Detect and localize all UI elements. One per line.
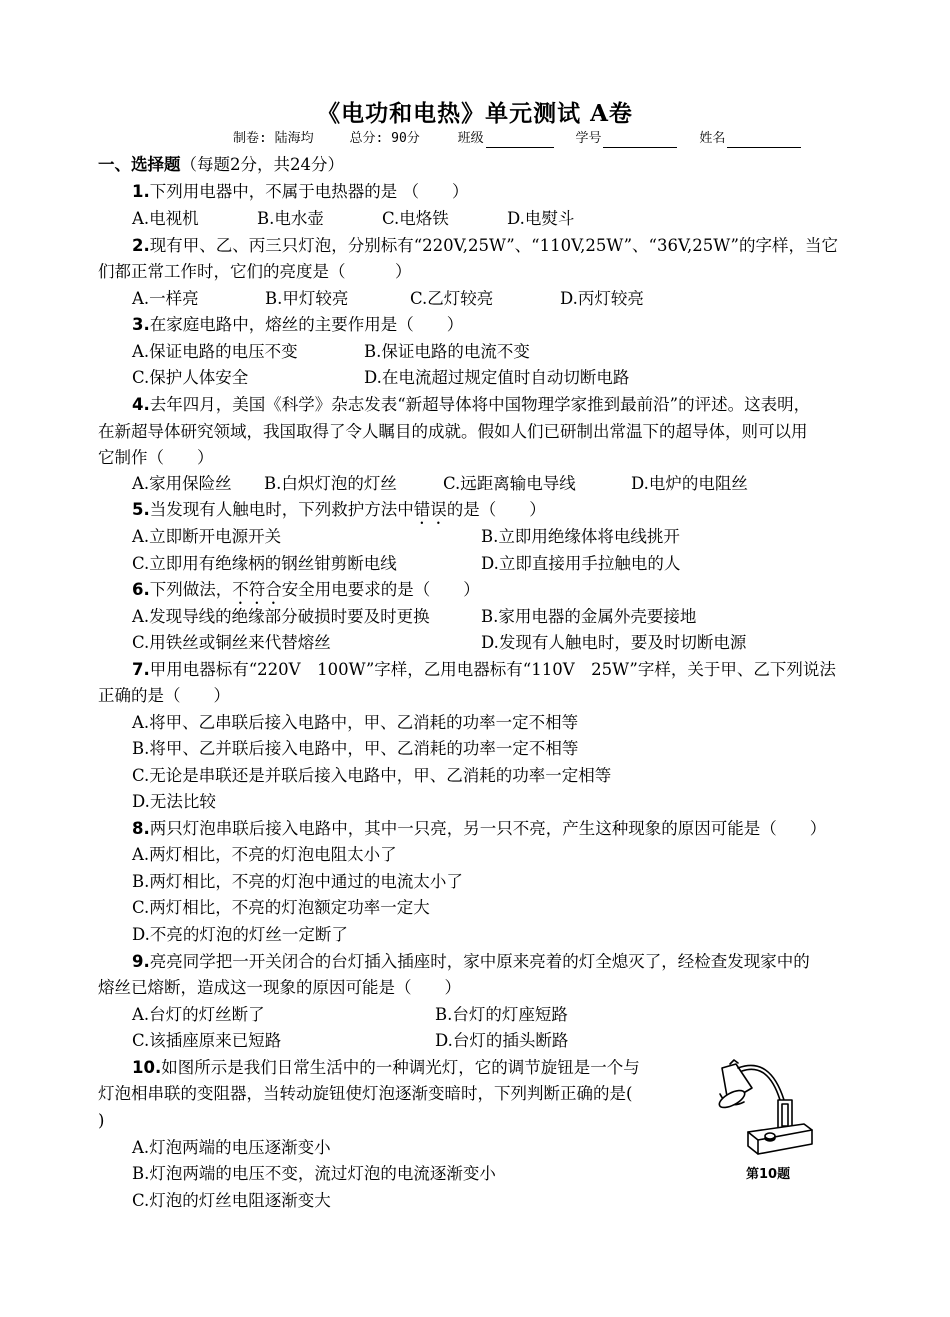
q6-option-b[interactable]: B.家用电器的金属外壳要接地 [481,607,697,626]
question-text: 当发现有人触电时，下列救护方法中 [149,500,414,519]
q10-option-a[interactable]: A.灯泡两端的电压逐渐变小 [132,1138,331,1157]
q1-option-b[interactable]: B.电水壶 [257,209,324,228]
question-4-cont2: 它制作（ ） [98,448,214,467]
q8-option-a[interactable]: A.两灯相比，不亮的灯泡电阻太小了 [132,845,397,864]
question-4-cont: 在新超导体研究领域，我国取得了令人瞩目的成就。假如人们已研制出常温下的超导体，则可以用 [98,422,808,441]
name-label: 姓名 [699,131,726,146]
student-id-label: 学号 [575,131,602,146]
section-note: （每题2分，共24分） [180,155,344,174]
question-8 [132,818,826,840]
q1-option-d[interactable]: D.电熨斗 [507,209,575,228]
question-text-end: 安全用电要求的是（ ） [281,580,480,599]
question-text: 在家庭电路中，熔丝的主要作用是（ ） [149,315,464,334]
question-text-end: 的是（ ） [446,500,546,519]
q8-option-d[interactable]: D.不亮的灯泡的灯丝一定断了 [132,925,348,944]
class-label: 班级 [457,131,484,146]
q3-option-d[interactable]: D.在电流超过规定值时自动切断电路 [364,368,630,387]
q3-option-a[interactable]: A.保证电路的电压不变 [132,342,298,361]
q10-option-b[interactable]: B.灯泡两端的电压不变，流过灯泡的电流逐渐变小 [132,1164,496,1183]
question-text: 甲用电器标有“220V 100W”字样，乙用电器标有“110V 25W”字样，关于甲、乙下列说法 [149,660,836,679]
question-number: 1. [132,182,150,201]
emphasis-text: 错误 [413,500,447,519]
total-score-label: 总分: 90分 [349,131,420,146]
name-blank[interactable] [727,133,801,148]
question-text: 两只灯泡串联后接入电路中，其中一只亮，另一只不亮，产生这种现象的原因可能是（ ） [149,819,827,838]
q10-option-c[interactable]: C.灯泡的灯丝电阻逐渐变大 [132,1191,331,1210]
author-label: 制卷: 陆海均 [233,131,314,146]
question-10-cont2: ) [98,1111,105,1130]
question-number: 2. [132,236,150,255]
q8-option-c[interactable]: C.两灯相比，不亮的灯泡额定功率一定大 [132,898,430,917]
question-text: 如图所示是我们日常生活中的一种调光灯，它的调节旋钮是一个与 [161,1058,640,1077]
exam-meta [233,130,815,148]
question-2-cont: 们都正常工作时，它们的亮度是（ ） [98,262,412,281]
question-number: 8. [132,819,150,838]
class-blank[interactable] [486,133,554,148]
question-number: 3. [132,315,150,334]
q1-option-c[interactable]: C.电烙铁 [382,209,449,228]
q5-option-a[interactable]: A.立即断开电源开关 [132,527,282,546]
page-title: 《电功和电热》单元测试 A卷 [317,100,633,127]
q6-option-c[interactable]: C.用铁丝或铜丝来代替熔丝 [132,633,331,652]
question-number: 5. [132,500,150,519]
q5-option-d[interactable]: D.立即直接用手拉触电的人 [481,554,681,573]
q2-option-c[interactable]: C.乙灯较亮 [410,289,494,308]
q4-option-a[interactable]: A.家用保险丝 [132,474,232,493]
student-id-blank[interactable] [603,133,677,148]
q2-option-a[interactable]: A.一样亮 [132,289,199,308]
question-10 [132,1057,640,1079]
question-number: 6. [132,580,150,599]
question-7 [132,659,836,681]
question-4 [132,394,810,416]
question-5 [132,499,546,528]
figure-caption: 第10题 [746,1167,791,1182]
q5-option-b[interactable]: B.立即用绝缘体将电线挑开 [481,527,680,546]
question-3 [132,314,463,336]
q1-option-a[interactable]: A.电视机 [132,209,199,228]
question-1 [132,181,469,203]
question-10-cont: 灯泡相串联的变阻器，当转动旋钮使灯泡逐渐变暗时，下列判断正确的是( [98,1084,633,1103]
question-number: 7. [132,660,150,679]
q9-option-d[interactable]: D.台灯的插头断路 [435,1031,569,1050]
section-title: 一、选择题 [98,155,181,174]
question-9-cont: 熔丝已熔断，造成这一现象的原因可能是（ ） [98,978,461,997]
q2-option-d[interactable]: D.丙灯较亮 [560,289,644,308]
question-text: 去年四月，美国《科学》杂志发表“新超导体将中国物理学家推到最前沿”的评述。这表明， [149,395,811,414]
q7-option-d[interactable]: D.无法比较 [132,792,216,811]
q3-option-b[interactable]: B.保证电路的电流不变 [364,342,530,361]
q4-option-d[interactable]: D.电炉的电阻丝 [631,474,748,493]
question-6 [132,579,480,608]
question-7-cont: 正确的是（ ） [98,686,230,705]
question-number: 9. [132,952,150,971]
desk-lamp-icon [700,1058,830,1168]
question-number: 10. [132,1058,162,1077]
question-text: 下列做法， [149,580,233,599]
q2-option-b[interactable]: B.甲灯较亮 [265,289,349,308]
q6-option-d[interactable]: D.发现有人触电时，要及时切断电源 [481,633,747,652]
q9-option-a[interactable]: A.台灯的灯丝断了 [132,1005,265,1024]
question-number: 4. [132,395,150,414]
emphasis-text: 不符合 [232,580,282,599]
q4-option-c[interactable]: C.远距离输电导线 [443,474,576,493]
q8-option-b[interactable]: B.两灯相比，不亮的灯泡中通过的电流太小了 [132,872,463,891]
section-heading [98,154,344,176]
question-text: 亮亮同学把一开关闭合的台灯插入插座时，家中原来亮着的灯全熄灭了，经检查发现家中的 [149,952,810,971]
q3-option-c[interactable]: C.保护人体安全 [132,368,249,387]
question-text: 现有甲、乙、丙三只灯泡，分别标有“220V,25W”、“110V,25W”、“36V,25W”的字样，当它 [149,236,838,255]
q4-option-b[interactable]: B.白炽灯泡的灯丝 [264,474,397,493]
question-2 [132,235,838,257]
q7-option-a[interactable]: A.将甲、乙串联后接入电路中，甲、乙消耗的功率一定不相等 [132,713,579,732]
q5-option-c[interactable]: C.立即用有绝缘柄的钢丝钳剪断电线 [132,554,397,573]
question-9 [132,951,810,973]
q7-option-c[interactable]: C.无论是串联还是并联后接入电路中，甲、乙消耗的功率一定相等 [132,766,612,785]
q9-option-c[interactable]: C.该插座原来已短路 [132,1031,282,1050]
q6-option-a[interactable]: A.发现导线的绝缘部分破损时要及时更换 [132,607,430,626]
question-text: 下列用电器中，不属于电热器的是 （ ） [149,182,469,201]
q9-option-b[interactable]: B.台灯的灯座短路 [435,1005,568,1024]
q7-option-b[interactable]: B.将甲、乙并联后接入电路中，甲、乙消耗的功率一定不相等 [132,739,579,758]
